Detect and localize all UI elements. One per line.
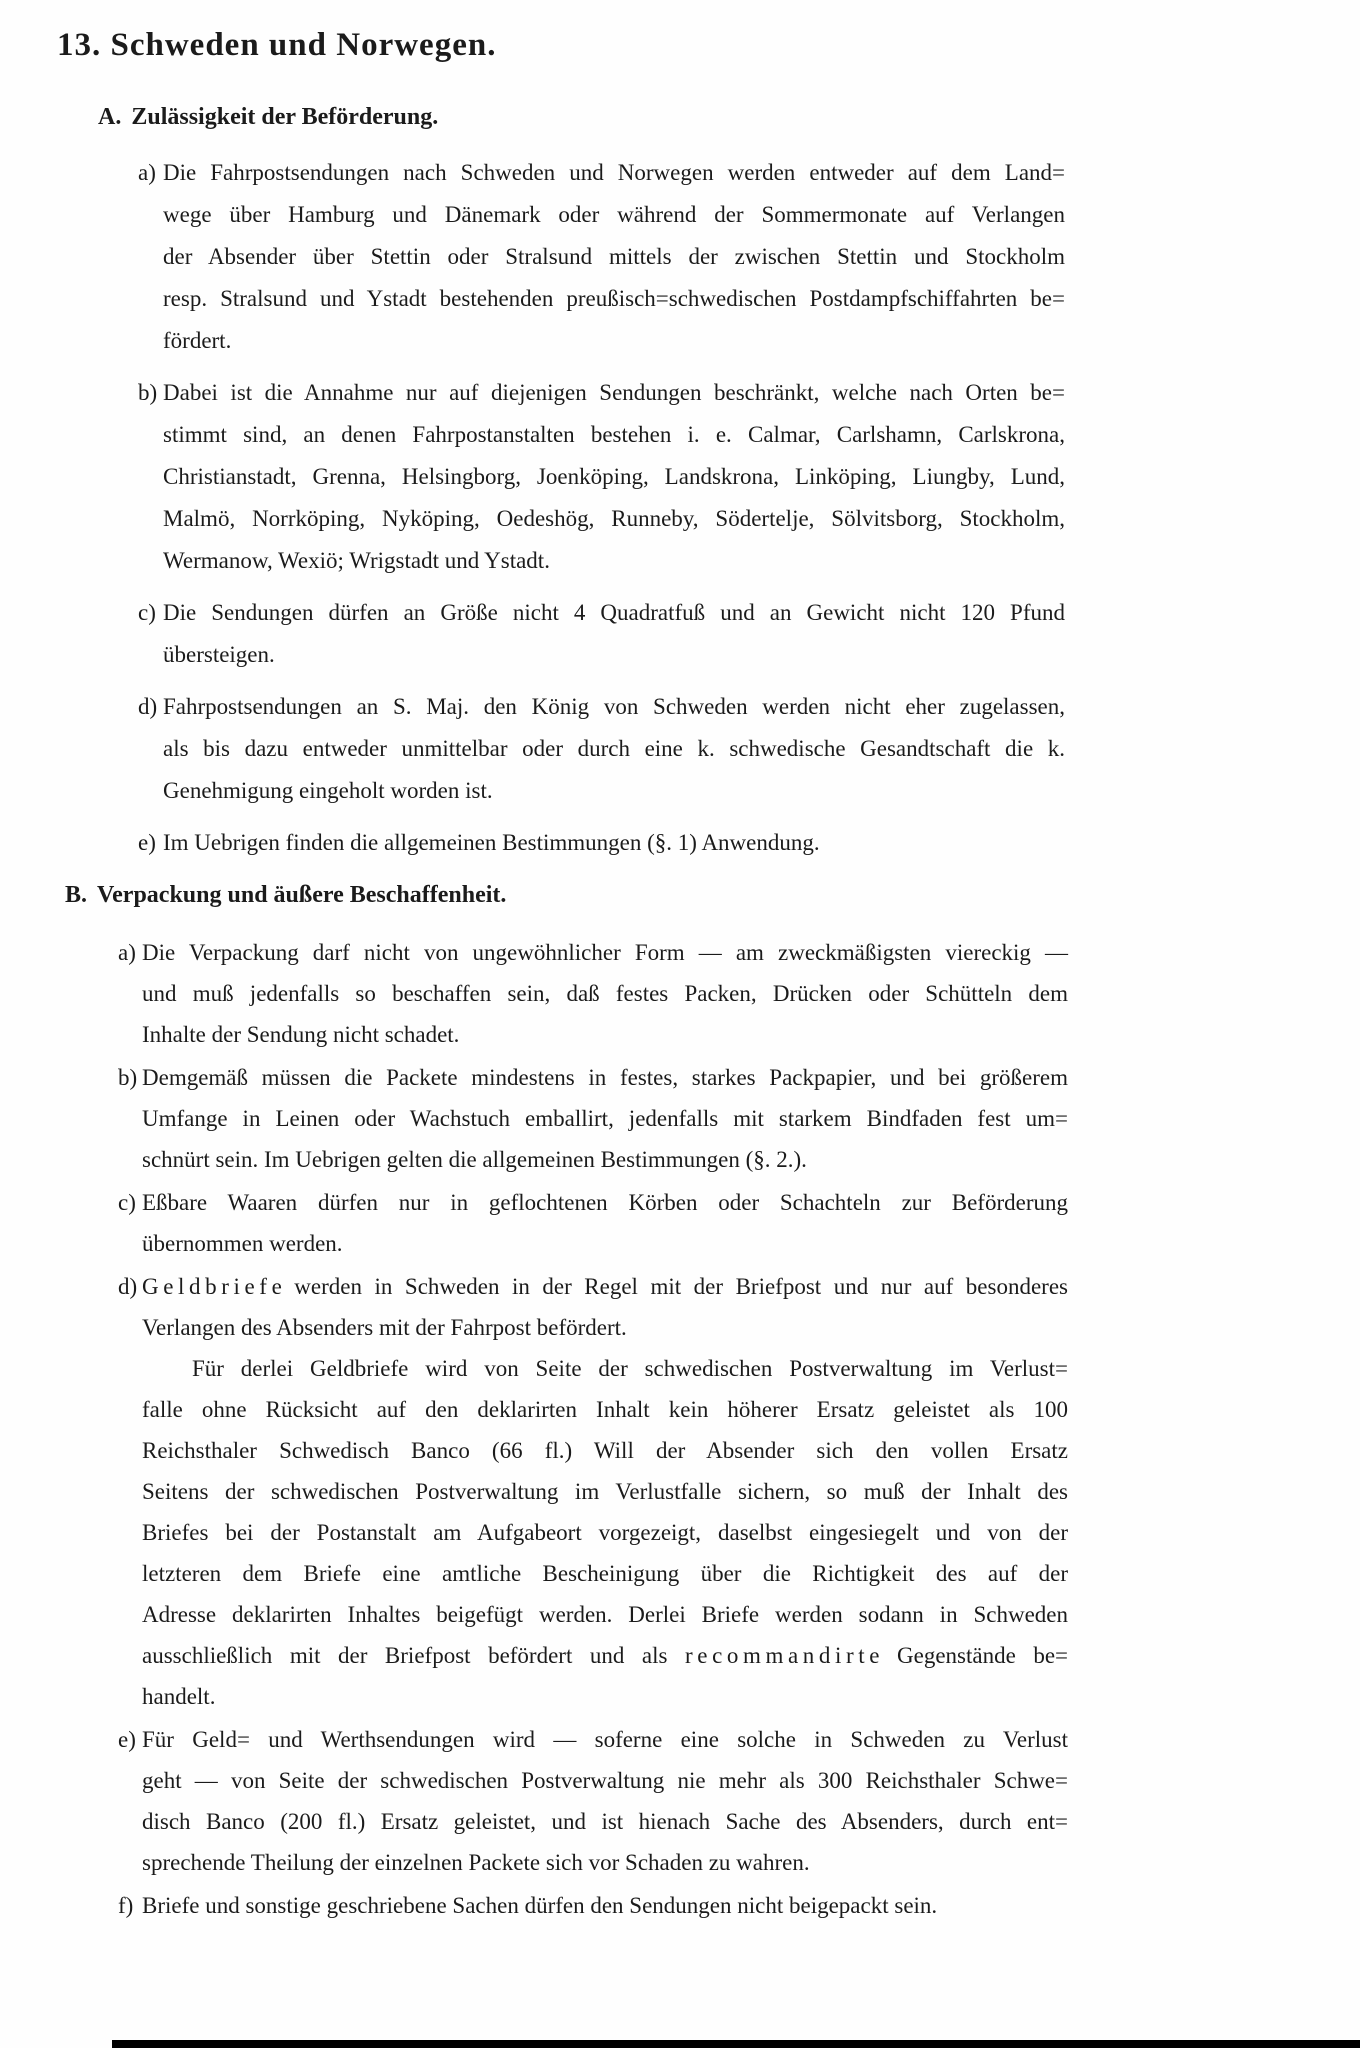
text-line: fördert. bbox=[163, 328, 232, 353]
text-line: Eßbare Waaren dürfen nur in geflochtenen Körben oder Schachteln zur Beförderung bbox=[142, 1190, 1068, 1215]
text-line: Für Geld= und Werthsendungen wird — soferne eine solche in Schweden zu Verlust bbox=[142, 1727, 1068, 1752]
text-line: Demgemäß müssen die Packete mindestens in festes, starkes Packpapier, und bei größerem bbox=[142, 1065, 1068, 1090]
item-label: a) bbox=[118, 940, 136, 965]
item-label: a) bbox=[138, 160, 156, 185]
item-label: f) bbox=[118, 1893, 134, 1918]
text-line: Die Fahrpostsendungen nach Schweden und Norwegen werden entweder auf dem Land= bbox=[163, 160, 1065, 185]
text-line: schnürt sein. Im Uebrigen gelten die allgemeinen Bestimmungen (§. 2.). bbox=[142, 1147, 807, 1172]
text-line: disch Banco (200 fl.) Ersatz geleistet, und ist hienach Sache des Absenders, durch ent= bbox=[142, 1809, 1068, 1834]
text-line: Für derlei Geldbriefe wird von Seite der schwedischen Postverwaltung im Verlust= bbox=[192, 1356, 1068, 1381]
paragraph bbox=[163, 822, 1065, 864]
paragraph bbox=[142, 1885, 1068, 1926]
text-line: G e l d b r i e f e werden in Schweden in der Regel mit der Briefpost und nur auf besonderes bbox=[142, 1274, 1068, 1299]
list-item-b-e bbox=[118, 1719, 1068, 1883]
list-item-b-c bbox=[118, 1182, 1068, 1264]
text-line: als bis dazu entweder unmittelbar oder durch eine k. schwedische Gesandtschaft die k. bbox=[163, 736, 1065, 761]
text-line: Reichsthaler Schwedisch Banco (66 fl.) Will der Absender sich den vollen Ersatz bbox=[142, 1438, 1068, 1463]
item-label: d) bbox=[118, 1274, 138, 1299]
section-b-title: Verpackung und äußere Beschaffenheit. bbox=[97, 882, 507, 908]
section-a-heading bbox=[98, 100, 1360, 134]
text-line: stimmt sind, an denen Fahrpostanstalten bestehen i. e. Calmar, Carlshamn, Carlskrona, bbox=[163, 422, 1065, 447]
paragraph bbox=[142, 1266, 1068, 1348]
section-a-title: Zulässigkeit der Beförderung. bbox=[131, 104, 439, 130]
text-line: Im Uebrigen finden die allgemeinen Bestimmungen (§. 1) Anwendung. bbox=[163, 830, 820, 855]
text-line: Christianstadt, Grenna, Helsingborg, Joenköping, Landskrona, Linköping, Liungby, Lund, bbox=[163, 464, 1065, 489]
text-line: Dabei ist die Annahme nur auf diejenigen Sendungen beschränkt, welche nach Orten be= bbox=[163, 380, 1065, 405]
text-line: Malmö, Norrköping, Nyköping, Oedeshög, Runneby, Södertelje, Sölvitsborg, Stockholm, bbox=[163, 506, 1065, 531]
list-item-b-b bbox=[118, 1057, 1068, 1180]
item-label: c) bbox=[138, 600, 156, 625]
paragraph bbox=[163, 372, 1065, 582]
text-line: Fahrpostsendungen an S. Maj. den König von Schweden werden nicht eher zugelassen, bbox=[163, 694, 1065, 719]
text-line: übernommen werden. bbox=[142, 1231, 343, 1256]
text-line: Briefes bei der Postanstalt am Aufgabeort vorgezeigt, daselbst eingesiegelt und von der bbox=[142, 1520, 1068, 1545]
text-line: Verlangen des Absenders mit der Fahrpost befördert. bbox=[142, 1315, 627, 1340]
text-line: ausschließlich mit der Briefpost befördert und als r e c o m m a n d i r t e Gegenstände be= bbox=[142, 1643, 1068, 1668]
section-b-label: B. bbox=[65, 882, 88, 908]
section-b-heading bbox=[65, 878, 1360, 912]
item-label: c) bbox=[118, 1190, 136, 1215]
list-item-a-c bbox=[138, 592, 1065, 676]
paragraph bbox=[142, 1719, 1068, 1883]
item-label: b) bbox=[138, 380, 158, 405]
paragraph bbox=[142, 1182, 1068, 1264]
text-line: resp. Stralsund und Ystadt bestehenden preußisch=schwedischen Postdampfschiffahrten be= bbox=[163, 286, 1065, 311]
paragraph bbox=[163, 686, 1065, 812]
section-a-items bbox=[138, 152, 1360, 864]
text-line: wege über Hamburg und Dänemark oder während der Sommermonate auf Verlangen bbox=[163, 202, 1065, 227]
list-item-b-f bbox=[118, 1885, 1068, 1926]
text-line: sprechende Theilung der einzelnen Packete sich vor Schaden zu wahren. bbox=[142, 1850, 810, 1875]
paragraph bbox=[142, 932, 1068, 1055]
section-a-label: A. bbox=[98, 104, 122, 130]
item-label: b) bbox=[118, 1065, 138, 1090]
text-line: der Absender über Stettin oder Stralsund mittels der zwischen Stettin und Stockholm bbox=[163, 244, 1065, 269]
text-line: und muß jedenfalls so beschaffen sein, daß festes Packen, Drücken oder Schütteln dem bbox=[142, 981, 1068, 1006]
list-item-a-a bbox=[138, 152, 1065, 362]
text-line: handelt. bbox=[142, 1684, 216, 1709]
paragraph bbox=[142, 1057, 1068, 1180]
item-label: e) bbox=[138, 830, 156, 855]
scan-edge-artifact bbox=[112, 2040, 1360, 2048]
text-line: Die Verpackung darf nicht von ungewöhnlicher Form — am zweckmäßigsten viereckig — bbox=[142, 940, 1068, 965]
text-line: geht — von Seite der schwedischen Postverwaltung nie mehr als 300 Reichsthaler Schwe= bbox=[142, 1768, 1068, 1793]
item-label: e) bbox=[118, 1727, 136, 1752]
list-item-a-d bbox=[138, 686, 1065, 812]
text-line: Genehmigung eingeholt worden ist. bbox=[163, 778, 493, 803]
list-item-b-a bbox=[118, 932, 1068, 1055]
text-line: Adresse deklarirten Inhaltes beigefügt werden. Derlei Briefe werden sodann in Schweden bbox=[142, 1602, 1068, 1627]
text-line: Inhalte der Sendung nicht schadet. bbox=[142, 1022, 460, 1047]
paragraph bbox=[142, 1348, 1068, 1717]
list-item-a-e bbox=[138, 822, 1065, 864]
list-item-b-d bbox=[118, 1266, 1068, 1717]
page-title: 13. Schweden und Norwegen. bbox=[57, 27, 497, 63]
text-line: übersteigen. bbox=[163, 642, 275, 667]
text-line: Wermanow, Wexiö; Wrigstadt und Ystadt. bbox=[163, 548, 550, 573]
text-line: Seitens der schwedischen Postverwaltung im Verlustfalle sichern, so muß der Inhalt des bbox=[142, 1479, 1068, 1504]
list-item-a-b bbox=[138, 372, 1065, 582]
paragraph bbox=[163, 592, 1065, 676]
section-b-items bbox=[118, 932, 1360, 1926]
text-line: Die Sendungen dürfen an Größe nicht 4 Quadratfuß und an Gewicht nicht 120 Pfund bbox=[163, 600, 1065, 625]
item-label: d) bbox=[138, 694, 158, 719]
text-line: Briefe und sonstige geschriebene Sachen dürfen den Sendungen nicht beigepackt sein. bbox=[142, 1893, 938, 1918]
text-line: Umfange in Leinen oder Wachstuch emballirt, jedenfalls mit starkem Bindfaden fest um= bbox=[142, 1106, 1068, 1131]
text-line: falle ohne Rücksicht auf den deklarirten Inhalt kein höherer Ersatz geleistet als 100 bbox=[142, 1397, 1068, 1422]
paragraph bbox=[163, 152, 1065, 362]
text-line: letzteren dem Briefe eine amtliche Bescheinigung über die Richtigkeit des auf der bbox=[142, 1561, 1068, 1586]
